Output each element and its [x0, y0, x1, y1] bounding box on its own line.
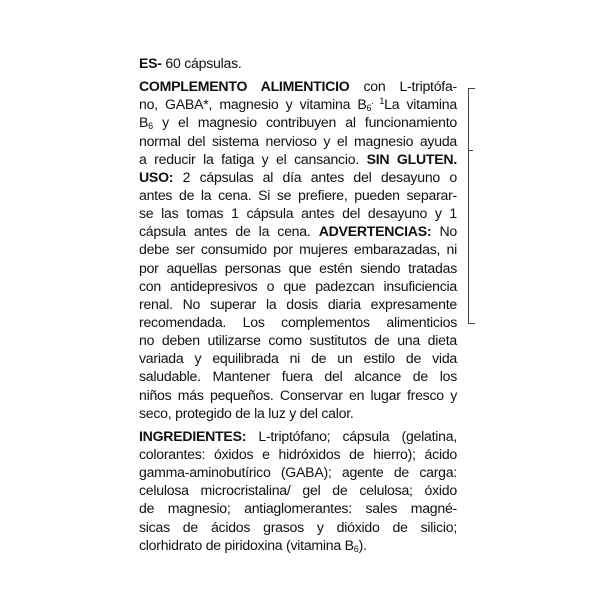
- warning-line: no deben utilizarse como sustitutos de una dieta: [139, 332, 457, 349]
- ingredients-line-6: sicas de ácidos grasos y dióxido de silicio;: [139, 518, 457, 535]
- warning-line: variada y equilibrada ni de un estilo de vida: [139, 350, 457, 367]
- usage-heading: USO:: [139, 168, 174, 185]
- capsule-count: 60 cápsulas.: [161, 55, 242, 71]
- ingredients-line-2: colorantes: óxidos e hidróxidos de hierro); ácido: [139, 445, 457, 462]
- description-line-1: COMPLEMENTO ALIMENTICIO con L-triptófa-: [139, 78, 458, 95]
- ingredients-line-7: clorhidrato de piridoxina (vitamina $B_6$).: [139, 536, 367, 554]
- gluten-free-claim: SIN GLUTEN.: [366, 150, 458, 167]
- warning-line: niños más pequeños. Conservar en lugar fresco y: [139, 386, 457, 403]
- warning-line: debe ser consumido por mujeres embarazadas, ni: [139, 241, 457, 258]
- usage-line-3: se las tomas 1 cápsula antes del desayuno y 1: [139, 205, 457, 222]
- description-line-5: a reducir la fatiga y el cansancio. SIN GLUTEN.: [139, 150, 458, 167]
- warning-line: con antidepresivos o que padezcan insuficiencia: [139, 277, 457, 294]
- warning-line: renal. No superar la dosis diaria expresamente: [139, 295, 457, 312]
- ingredients-line-5: de magnesio; antiaglomerantes: sales magné-: [139, 500, 457, 517]
- usage-line-2: antes de la cena. Si se prefiere, pueden separar-: [139, 186, 457, 203]
- usage-line-4: cápsula antes de la cena. ADVERTENCIAS: No: [139, 223, 457, 240]
- ingredients-line-3: gamma-aminobutírico (GABA); agente de carga:: [139, 464, 457, 481]
- ingredients-heading: INGREDIENTES:: [139, 427, 247, 444]
- usage-line-1: USO: 2 cápsulas al día antes del desayuno o: [139, 168, 457, 185]
- description-line-2: no, GABA*, magnesio y vitamina $B_6^{. 1}La$ vitamina: [139, 96, 457, 114]
- product-label: [139, 54, 457, 554]
- warning-line: seco, protegido de la luz y del calor.: [139, 404, 354, 421]
- description-line-3: $B_6$ y el magnesio contribuyen al funcionamiento: [139, 114, 457, 132]
- product-type: COMPLEMENTO ALIMENTICIO: [139, 78, 350, 95]
- ingredients-line-1: INGREDIENTES: L-triptófano; cápsula (gelatina,: [139, 427, 457, 444]
- warning-line: saludable. Mantener fuera del alcance de los: [139, 368, 457, 385]
- ingredients-line-4: celulosa microcristalina/ gel de celulosa; óxido: [139, 482, 457, 499]
- margin-bracket: [468, 88, 475, 324]
- language-code: ES-: [139, 55, 162, 71]
- warnings-heading: ADVERTENCIAS:: [318, 223, 432, 240]
- description-line-4: normal del sistema nervioso y el magnesio ayuda: [139, 132, 457, 149]
- warning-line: por aquellas personas que estén siendo tratadas: [139, 259, 457, 276]
- warning-line: recomendada. Los complementos alimenticios: [139, 313, 457, 330]
- header-line: [139, 54, 457, 72]
- margin-bracket-tick: [469, 150, 473, 151]
